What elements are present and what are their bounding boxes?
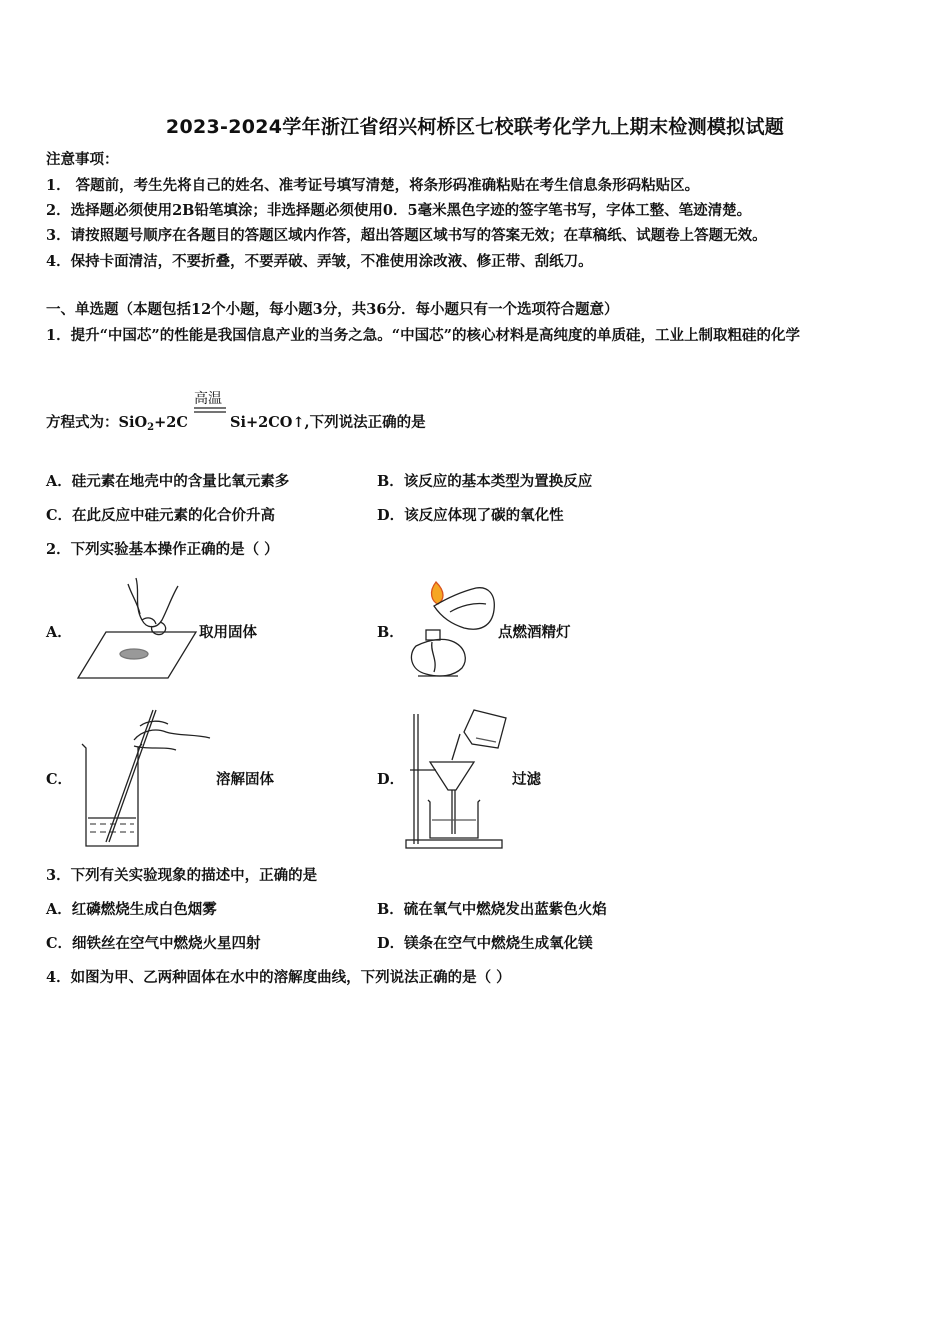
notice-item-2: 2．选择题必须使用2B铅笔填涂；非选择题必须使用0．5毫米黑色字迹的签字笔书写，字体工整、笔迹清楚。 [46,202,752,219]
q1-eq-left-rest: +2C [154,414,188,431]
q1-eq-condition: 高温 [194,391,222,407]
q1-eq-right: Si+2CO↑,下列说法正确的是 [230,414,426,431]
q2-option-b-label: 点燃酒精灯 [498,624,571,641]
q2-option-a[interactable]: A． [46,624,72,641]
q2-option-d[interactable]: D． [377,771,405,788]
q1-equation [46,413,188,438]
notice-heading: 注意事项： [46,151,119,168]
alcohol-lamp-lighting-icon [404,576,499,680]
q1-eq-prefix: 方程式为： [46,414,119,431]
notice-item-3: 3．请按照题号顺序在各题目的答题区域内作答，超出答题区域书写的答案无效；在草稿纸、试题卷上答题无效。 [46,227,767,244]
q3-option-a[interactable]: A．红磷燃烧生成白色烟雾 [46,901,217,918]
filtration-apparatus-icon [402,704,514,852]
q1-option-c[interactable]: C．在此反应中硅元素的化合价升高 [46,507,276,524]
solid-taking-illustration-icon [76,572,201,682]
q3-option-c[interactable]: C．细铁丝在空气中燃烧火星四射 [46,935,261,952]
q1-option-b[interactable]: B．该反应的基本类型为置换反应 [377,473,593,490]
q4-stem: 4．如图为甲、乙两种固体在水中的溶解度曲线，下列说法正确的是（ ） [46,969,511,986]
q2-option-b[interactable]: B． [377,624,404,641]
notice-item-4: 4．保持卡面清洁，不要折叠，不要弄破、弄皱，不准使用涂改液、修正带、刮纸刀。 [46,253,593,270]
q1-option-a[interactable]: A．硅元素在地壳中的含量比氧元素多 [46,473,290,490]
q1-eq-subscript: 2 [147,422,155,433]
equals-arrow-icon [194,407,226,413]
q3-option-b[interactable]: B．硫在氧气中燃烧发出蓝紫色火焰 [377,901,607,918]
q2-stem: 2．下列实验基本操作正确的是（ ） [46,541,279,558]
q1-option-d[interactable]: D．该反应体现了碳的氧化性 [377,507,564,524]
q3-stem: 3．下列有关实验现象的描述中，正确的是 [46,867,318,884]
section-heading: 一、单选题（本题包括12个小题，每小题3分，共36分．每小题只有一个选项符合题意） [46,301,619,318]
q3-option-d[interactable]: D．镁条在空气中燃烧生成氧化镁 [377,935,593,952]
page-title: 2023-2024学年浙江省绍兴柯桥区七校联考化学九上期末检测模拟试题 [165,116,785,138]
q1-stem: 1．提升“中国芯”的性能是我国信息产业的当务之急。“中国芯”的核心材料是高纯度的单质硅，工业上制取粗硅的化学 [46,327,800,344]
q2-option-a-label: 取用固体 [199,624,257,641]
notice-item-1: 1． 答题前，考生先将自己的姓名、准考证号填写清楚，将条形码准确粘贴在考生信息条形码粘贴区。 [46,177,700,194]
q2-option-d-label: 过滤 [512,771,541,788]
dissolving-solid-illustration-icon [78,706,218,850]
q2-option-c-label: 溶解固体 [216,771,274,788]
q1-eq-left: SiO [118,414,148,431]
q2-option-c[interactable]: C． [46,771,73,788]
